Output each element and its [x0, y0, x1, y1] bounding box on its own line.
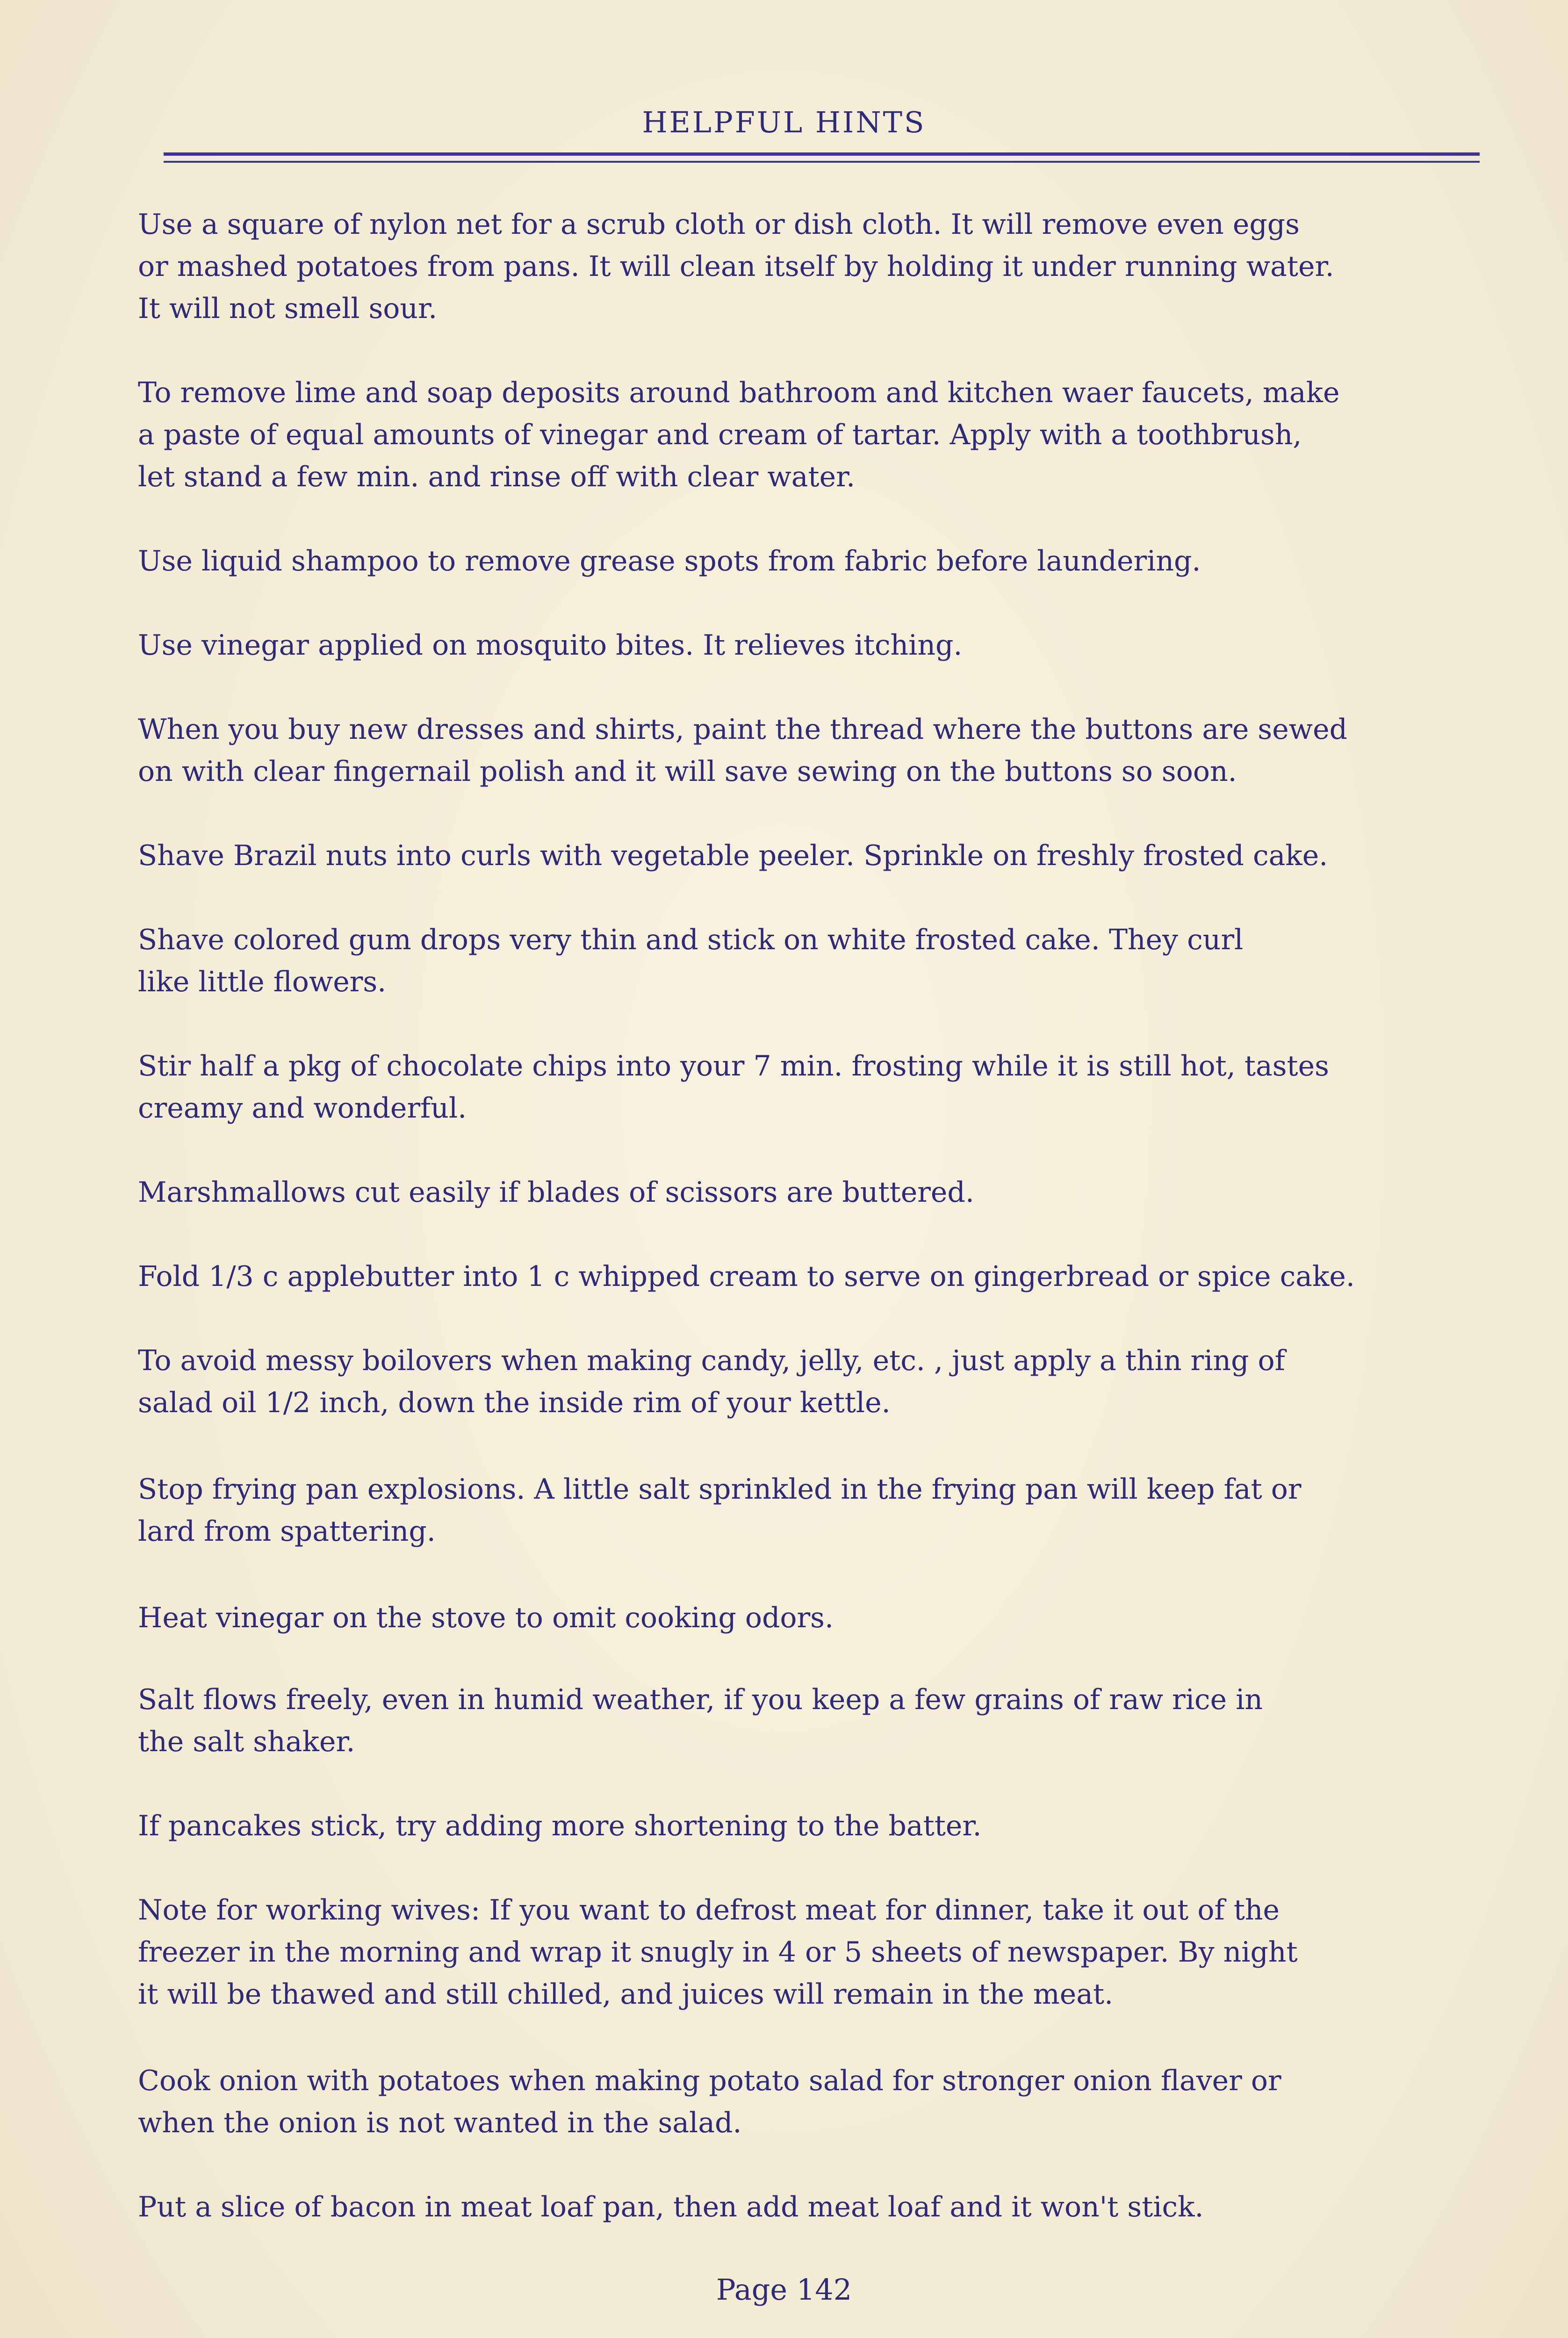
page-title: HELPFUL HINTS	[642, 105, 926, 139]
title-rule-thin	[164, 161, 1480, 163]
hint-paragraph: Use a square of nylon net for a scrub cloth or dish cloth. It will remove even eggs or mashed potatoes from pans. It will clean itself by holding it under running water. It will not smell sour.	[138, 208, 1334, 325]
hint-paragraph: Put a slice of bacon in meat loaf pan, then add meat loaf and it won't stick.	[138, 2191, 1204, 2223]
hint-paragraph: Stop frying pan explosions. A little salt sprinkled in the frying pan will keep fat or lard from spattering.	[138, 1473, 1302, 1548]
hint-paragraph: If pancakes stick, try adding more shortening to the batter.	[138, 1810, 982, 1842]
hint-paragraph: Stir half a pkg of chocolate chips into your 7 min. frosting while it is still hot, tastes creamy and wonderful.	[138, 1050, 1329, 1125]
page-number: Page 142	[716, 2273, 852, 2307]
hint-paragraph: Use liquid shampoo to remove grease spots from fabric before laundering.	[138, 545, 1201, 577]
hint-paragraph: Use vinegar applied on mosquito bites. It relieves itching.	[138, 629, 963, 662]
hint-paragraph: Marshmallows cut easily if blades of scissors are buttered.	[138, 1176, 974, 1209]
hint-paragraph: When you buy new dresses and shirts, paint the thread where the buttons are sewed on with clear fingernail polish and it will save sewing on the buttons so soon.	[138, 713, 1348, 788]
hint-paragraph: Salt flows freely, even in humid weather, if you keep a few grains of raw rice in the salt shaker.	[138, 1683, 1263, 1758]
hint-paragraph: To remove lime and soap deposits around bathroom and kitchen waer faucets, make a paste of equal amounts of vinegar and cream of tartar. Apply with a toothbrush, let stand a few min. and rinse off with clear water.	[138, 376, 1340, 493]
hint-paragraph: Shave Brazil nuts into curls with vegetable peeler. Sprinkle on freshly frosted cake.	[138, 839, 1328, 872]
title-rule-thick	[164, 152, 1480, 156]
hint-paragraph: To avoid messy boilovers when making candy, jelly, etc. , just apply a thin ring of salad oil 1/2 inch, down the inside rim of your kettle.	[138, 1344, 1285, 1419]
hint-paragraph: Cook onion with potatoes when making potato salad for stronger onion flaver or when the onion is not wanted in the salad.	[138, 2064, 1281, 2139]
hint-paragraph: Heat vinegar on the stove to omit cooking odors.	[138, 1602, 834, 1634]
hint-paragraph: Fold 1/3 c applebutter into 1 c whipped cream to serve on gingerbread or spice cake.	[138, 1260, 1355, 1293]
hint-paragraph: Note for working wives: If you want to defrost meat for dinner, take it out of the freezer in the morning and wrap it snugly in 4 or 5 sheets of newspaper. By night it will be thawed and still chilled, and juices will remain in the meat.	[138, 1894, 1298, 2011]
hint-paragraph: Shave colored gum drops very thin and stick on white frosted cake. They curl like little flowers.	[138, 924, 1244, 998]
